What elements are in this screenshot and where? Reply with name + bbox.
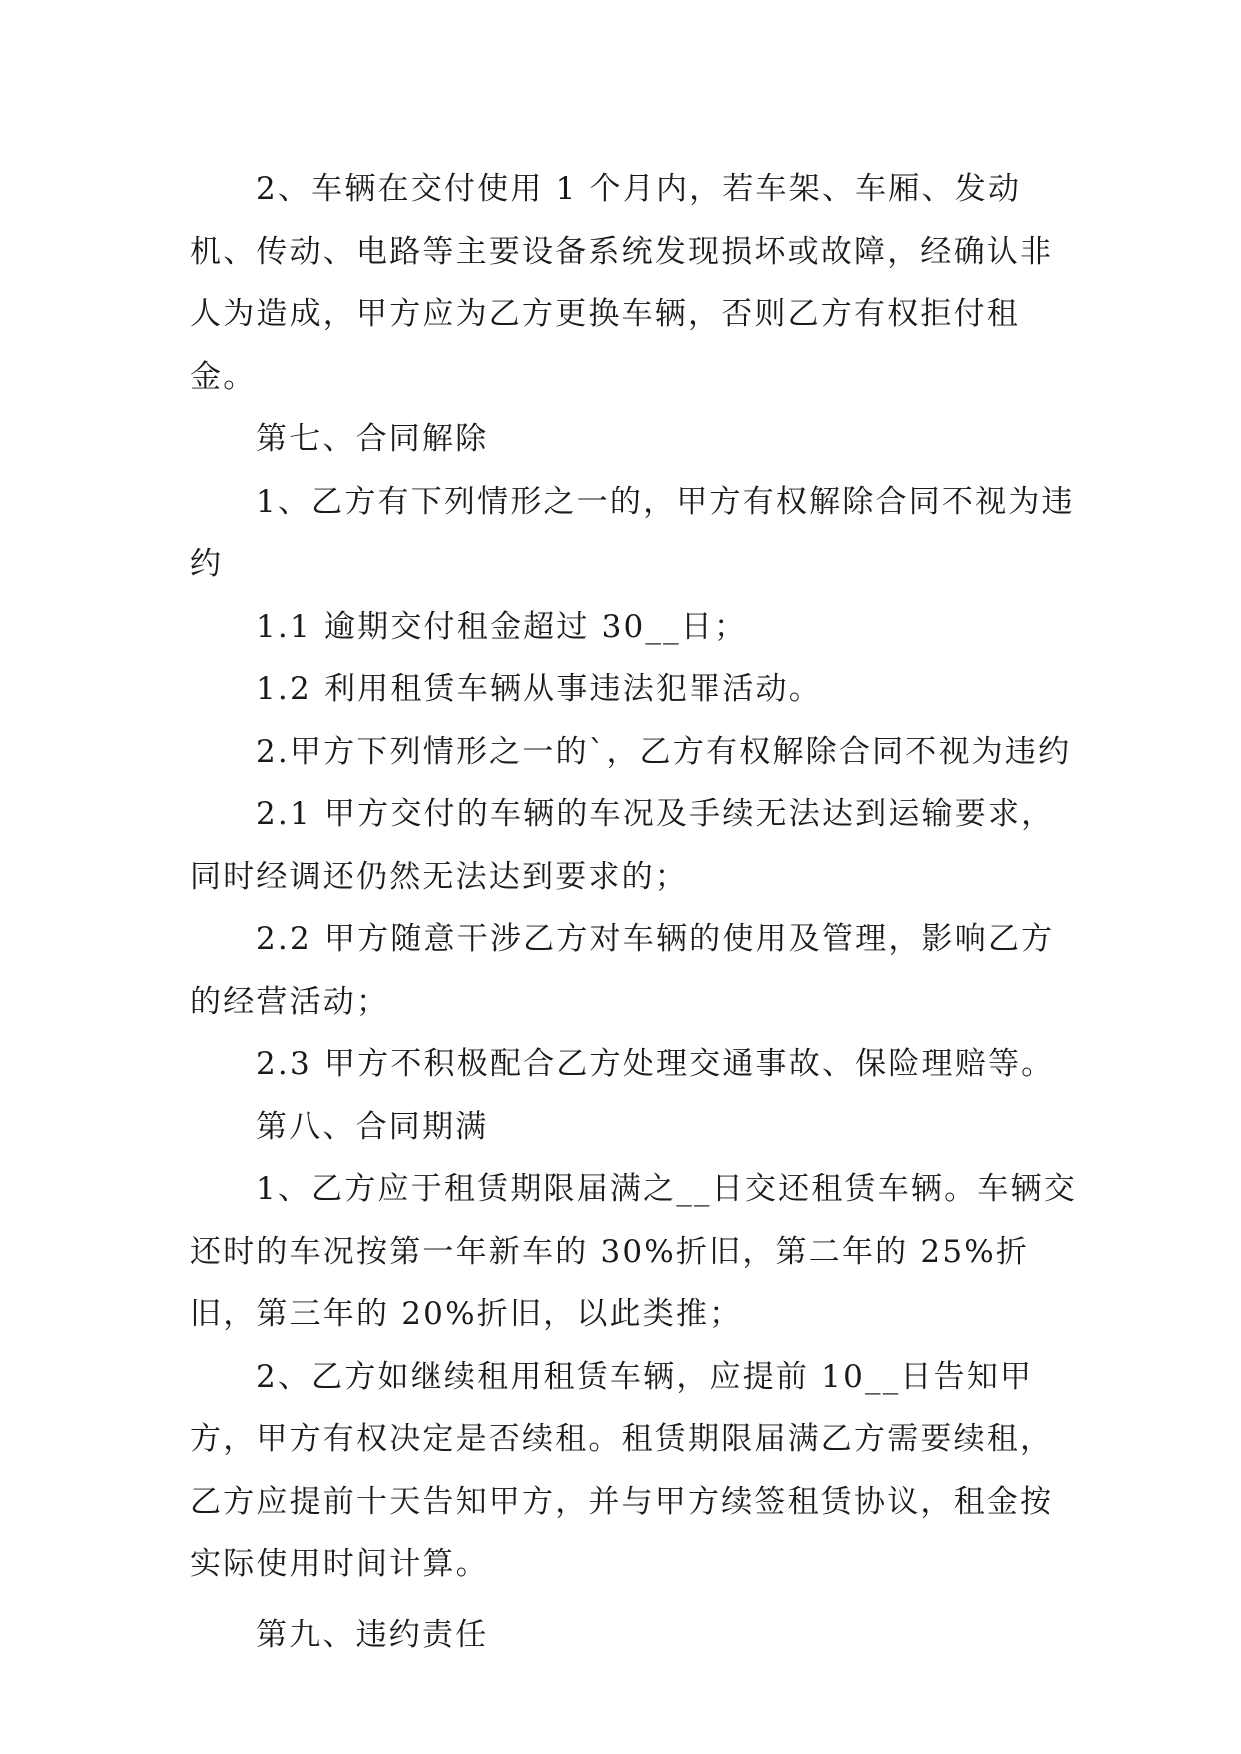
clause-7-1-1: 1.1 逾期交付租金超过 30__日； (256, 608, 748, 645)
clause-7-2-3: 2.3 甲方不积极配合乙方处理交通事故、保险理赔等。 (256, 1046, 1055, 1082)
clause-2-vehicle-defect: 2、车辆在交付使用 1 个月内，若车架、车厢、发动机、传动、电路等主要设备系统发现损坏或故障，经确认非人为造成，甲方应为乙方更换车辆，否则乙方有权拒付租金。 (190, 171, 1054, 395)
clause-7-1-2: 1.2 利用租赁车辆从事违法犯罪活动。 (256, 671, 822, 707)
document-body (190, 158, 1080, 1666)
clause-7-2-2: 2.2 甲方随意干涉乙方对车辆的使用及管理，影响乙方的经营活动； (190, 921, 1055, 1020)
clause-7-2: 2.甲方下列情形之一的`，乙方有权解除合同不视为违约 (256, 733, 1072, 770)
section-heading-8: 第八、合同期满 (256, 1108, 489, 1145)
clause-8-2: 2、乙方如继续租用租赁车辆，应提前 10__日告知甲方，甲方有权决定是否续租。租赁期限届满乙方需要续租，乙方应提前十天告知甲方，并与甲方续签租赁协议，租金按实际使用时间计算。 (190, 1358, 1054, 1582)
section-heading-9: 第九、违约责任 (256, 1616, 489, 1653)
clause-7-2-1: 2.1 甲方交付的车辆的车况及手续无法达到运输要求，同时经调还仍然无法达到要求的； (190, 796, 1055, 895)
clause-8-1: 1、乙方应于租赁期限届满之__日交还租赁车辆。车辆交还时的车况按第一年新车的 30%折旧，第二年的 25%折旧，第三年的 20%折旧，以此类推； (190, 1171, 1077, 1332)
clause-7-1: 1、乙方有下列情形之一的，甲方有权解除合同不视为违约 (190, 483, 1075, 582)
section-heading-7: 第七、合同解除 (256, 421, 489, 457)
